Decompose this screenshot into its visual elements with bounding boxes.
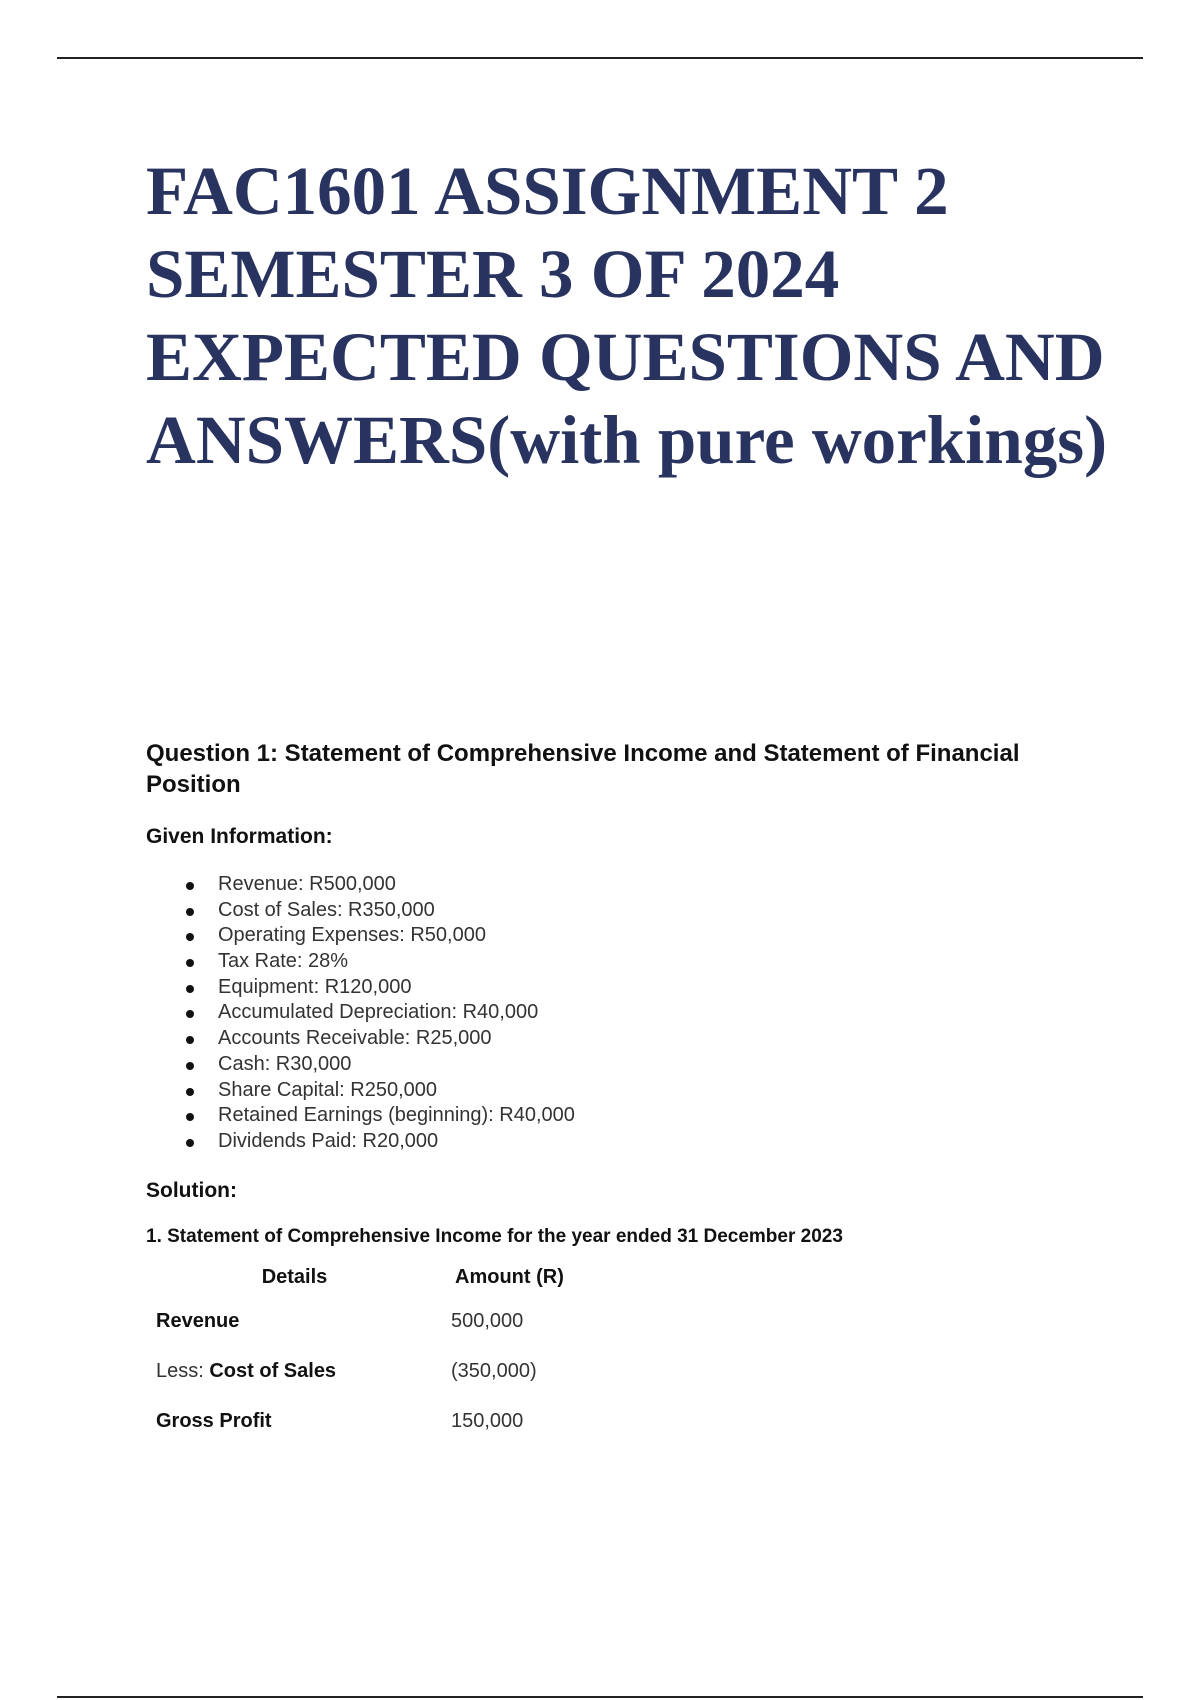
bullet-icon: [186, 985, 194, 993]
bullet-icon: [186, 1139, 194, 1147]
row-amount: 500,000: [451, 1309, 524, 1332]
bullet-icon: [186, 1113, 194, 1121]
row-details: Revenue: [156, 1309, 240, 1332]
row-amount: 150,000: [451, 1409, 524, 1432]
bullet-icon: [186, 1036, 194, 1044]
list-item: Equipment: R120,000: [146, 975, 575, 1001]
list-item: Tax Rate: 28%: [146, 949, 575, 975]
list-item: Cost of Sales: R350,000: [146, 898, 575, 924]
bullet-icon: [186, 933, 194, 941]
bullet-icon: [186, 908, 194, 916]
bullet-icon: [186, 959, 194, 967]
given-information-list: [146, 872, 575, 1155]
bullet-icon: [186, 1062, 194, 1070]
bullet-icon: [186, 1088, 194, 1096]
list-item: Dividends Paid: R20,000: [146, 1129, 575, 1155]
column-header-details: Details: [261, 1265, 328, 1288]
table-row: [146, 1346, 646, 1396]
statement-heading: 1. Statement of Comprehensive Income for the year ended 31 December 2023: [146, 1226, 843, 1247]
question-1-heading: Question 1: Statement of Comprehensive Income and Statement of Financial Position: [146, 740, 1020, 798]
row-details: Gross Profit: [156, 1409, 272, 1432]
list-item: Share Capital: R250,000: [146, 1078, 575, 1104]
table-row: [146, 1296, 646, 1346]
list-item: Accumulated Depreciation: R40,000: [146, 1000, 575, 1026]
top-rule: [57, 57, 1143, 59]
bullet-icon: [186, 882, 194, 890]
given-information-label: Given Information:: [146, 825, 333, 848]
solution-label: Solution:: [146, 1179, 237, 1202]
column-header-amount: Amount (R): [455, 1265, 564, 1288]
income-statement-table: [146, 1258, 646, 1446]
table-header-row: [146, 1258, 646, 1296]
bottom-rule: [57, 1696, 1143, 1698]
list-item: Operating Expenses: R50,000: [146, 923, 575, 949]
row-details: Less: Cost of Sales: [156, 1359, 337, 1382]
list-item: Cash: R30,000: [146, 1052, 575, 1078]
row-amount: (350,000): [451, 1359, 537, 1382]
list-item: Revenue: R500,000: [146, 872, 575, 898]
document-title: FAC1601 ASSIGNMENT 2 SEMESTER 3 OF 2024 EXPECTED QUESTIONS AND ANSWERS(with pure workings): [146, 153, 1108, 478]
list-item: Accounts Receivable: R25,000: [146, 1026, 575, 1052]
list-item: Retained Earnings (beginning): R40,000: [146, 1103, 575, 1129]
table-row: [146, 1396, 646, 1446]
bullet-icon: [186, 1010, 194, 1018]
